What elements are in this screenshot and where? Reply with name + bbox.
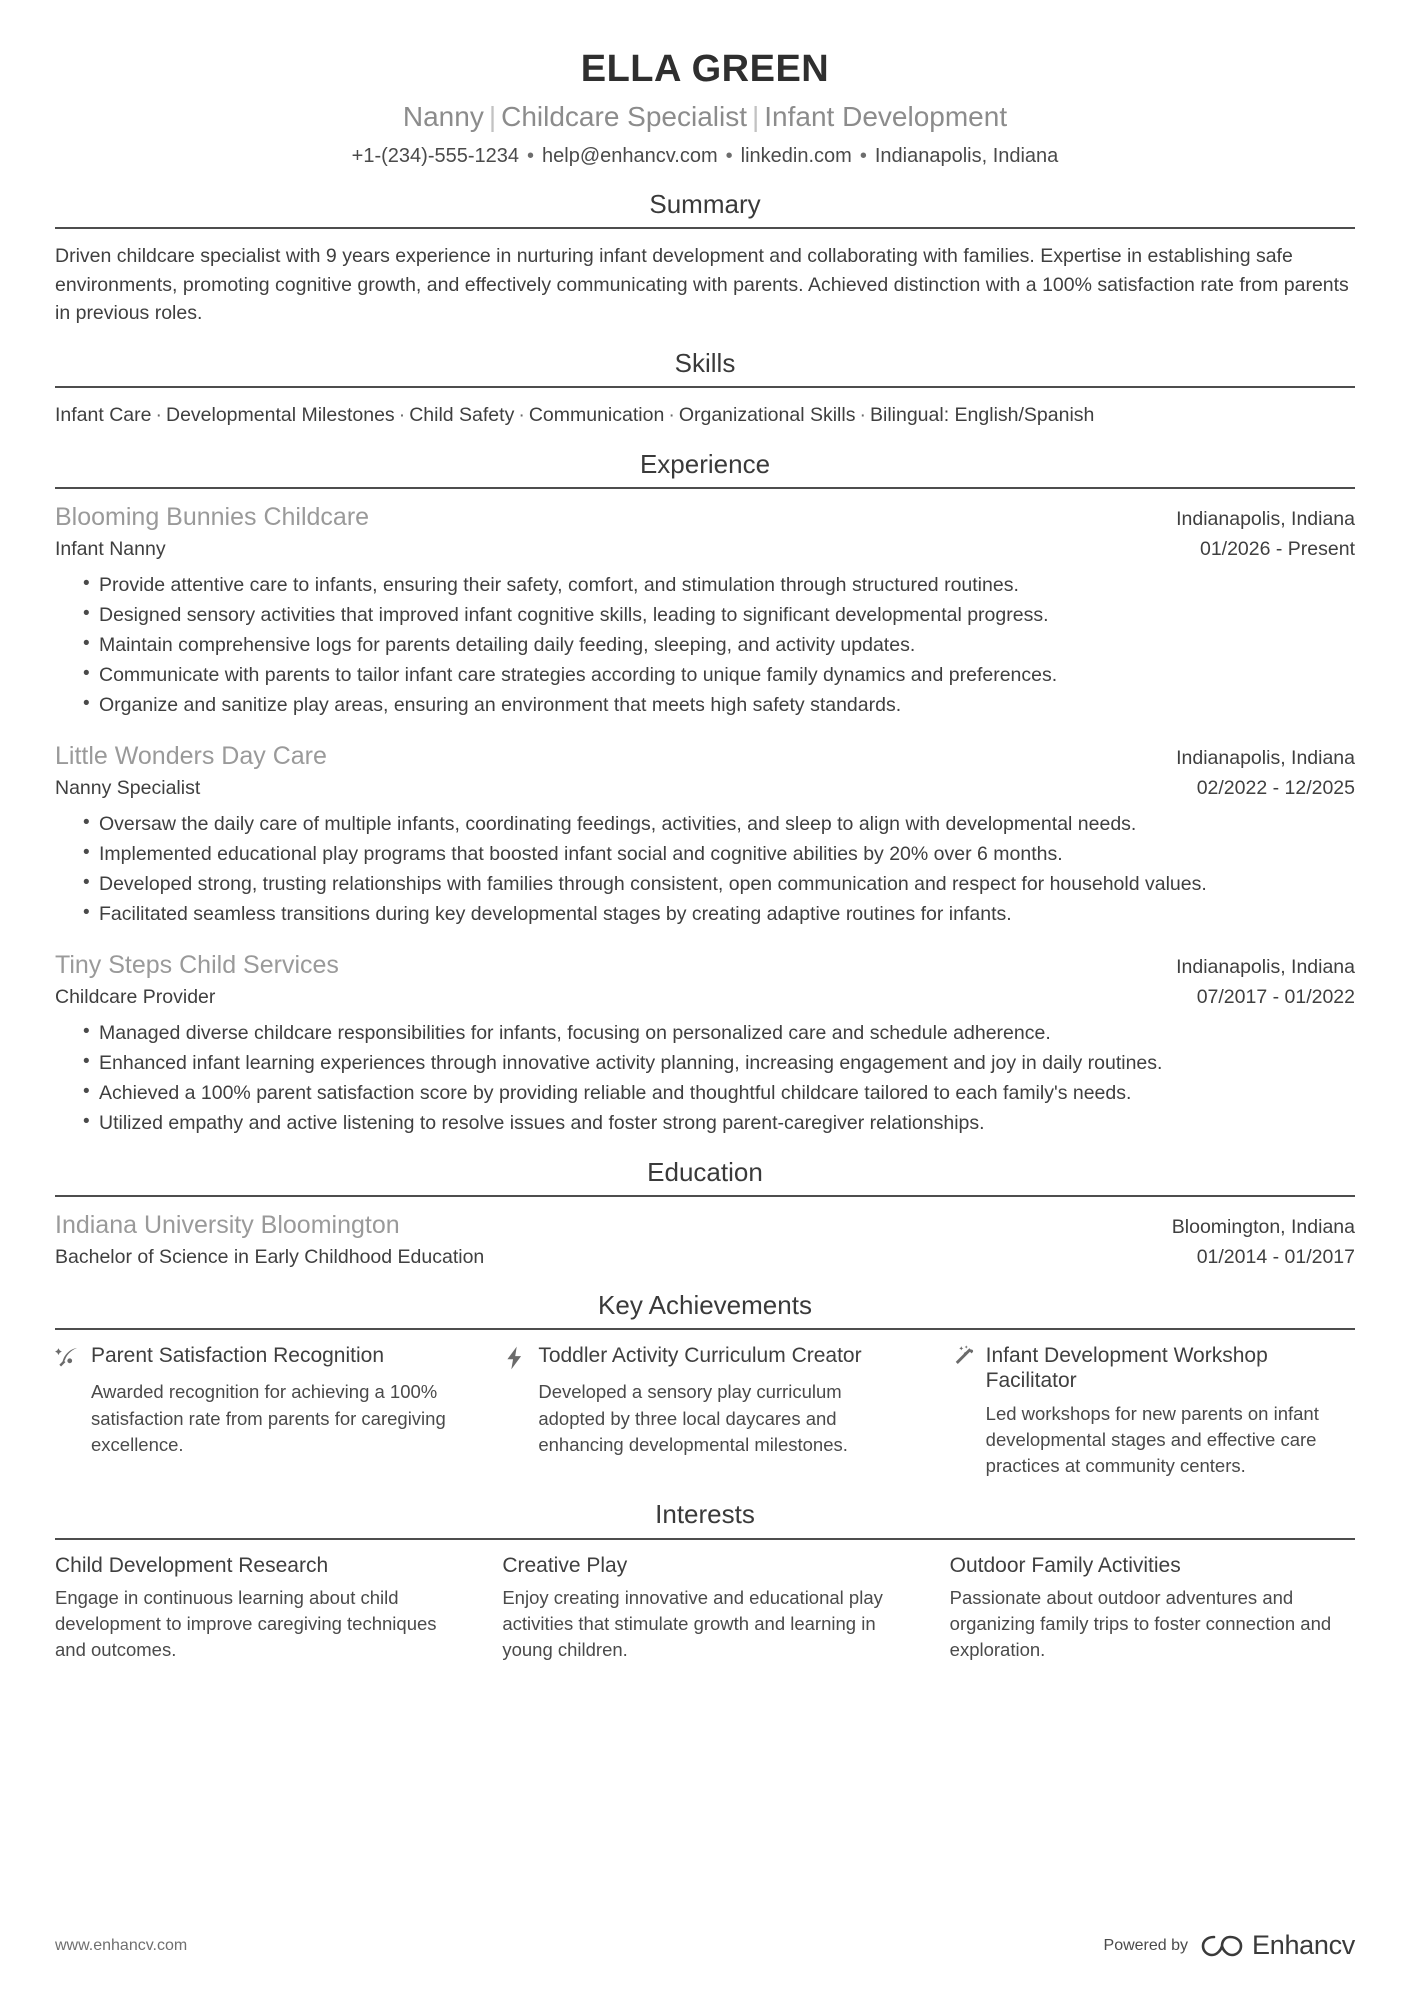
candidate-name: ELLA GREEN xyxy=(580,48,830,90)
skill-item: Organizational Skills xyxy=(678,404,856,427)
education-entry-sub xyxy=(55,1244,1355,1270)
experience-entry xyxy=(55,741,1355,928)
skill-separator: · xyxy=(859,404,866,427)
interest-item xyxy=(502,1553,907,1664)
bullet-item: • Provide attentive care to infants, ensuring their safety, comfort, and stimulation through structured routines. xyxy=(83,571,1355,599)
achievement-description: Led workshops for new parents on infant developmental stages and effective care practices at community centers. xyxy=(985,1402,1319,1477)
bullet-item: • Achieved a 100% parent satisfaction score by providing reliable and thoughtful childcare tailored to each family's needs. xyxy=(83,1079,1355,1107)
bullet-item: • Utilized empathy and active listening to resolve issues and foster strong parent-caregiver relationships. xyxy=(83,1109,1355,1137)
experience-bullet-list xyxy=(55,1019,1355,1137)
contact-linkedin[interactable]: linkedin.com xyxy=(740,144,852,167)
enhancv-logo-icon xyxy=(1201,1933,1243,1959)
experience-role: Nanny Specialist xyxy=(55,776,201,799)
experience-entry-sub xyxy=(55,775,1355,801)
achievement-item xyxy=(950,1343,1355,1479)
skill-separator: · xyxy=(155,404,162,427)
experience-organization: Blooming Bunnies Childcare xyxy=(55,503,370,532)
achievement-head xyxy=(950,1343,1355,1393)
achievement-title: Parent Satisfaction Recognition xyxy=(91,1344,385,1368)
section-title-skills: Skills xyxy=(674,347,736,378)
interest-title: Creative Play xyxy=(502,1553,628,1577)
bullet-item: • Implemented educational play programs that boosted infant social and cognitive abilities by 20% over 6 months. xyxy=(83,840,1355,868)
section-experience xyxy=(55,449,1355,1137)
magic-wand-icon xyxy=(950,1345,976,1372)
enhancv-wordmark: Enhancv xyxy=(1252,1930,1355,1960)
interest-description: Passionate about outdoor adventures and organizing family trips to foster connection and exploration. xyxy=(949,1586,1332,1661)
experience-role: Childcare Provider xyxy=(55,985,216,1008)
experience-entry xyxy=(55,502,1355,719)
achievement-head xyxy=(55,1343,460,1372)
bullet-item: • Oversaw the daily care of multiple infants, coordinating feedings, activities, and sleep to align with developmental needs. xyxy=(83,810,1355,838)
achievement-title: Infant Development Workshop Facilitator xyxy=(985,1344,1268,1393)
interest-description: Engage in continuous learning about child development to improve caregiving techniques and outcomes. xyxy=(55,1586,437,1661)
experience-dates: 01/2026 - Present xyxy=(1199,537,1355,560)
skill-separator: · xyxy=(398,404,406,427)
education-organization: Indiana University Bloomington xyxy=(55,1211,400,1240)
experience-dates: 07/2017 - 01/2022 xyxy=(1196,985,1355,1008)
section-title-summary: Summary xyxy=(649,188,761,219)
skill-item: Bilingual: English/Spanish xyxy=(869,404,1095,427)
experience-entry-sub xyxy=(55,536,1355,562)
enhancv-logo xyxy=(1201,1930,1355,1961)
powered-by-label: Powered by xyxy=(1103,1936,1189,1954)
experience-location: Indianapolis, Indiana xyxy=(1176,508,1355,531)
lightning-bolt-icon xyxy=(502,1345,528,1372)
skill-item: Developmental Milestones xyxy=(165,404,395,427)
bullet-item: • Organize and sanitize play areas, ensuring an environment that meets high safety standards. xyxy=(83,691,1355,719)
headline-part-2: Childcare Specialist xyxy=(501,100,747,132)
education-body xyxy=(55,1197,1355,1270)
experience-location: Indianapolis, Indiana xyxy=(1176,747,1355,770)
experience-entry-sub xyxy=(55,984,1355,1010)
experience-entry-head xyxy=(55,741,1355,772)
headline-divider-2: | xyxy=(752,100,760,132)
bullet-item: • Developed strong, trusting relationships with families through consistent, open communication and respect for household values. xyxy=(83,870,1355,898)
achievement-description: Developed a sensory play curriculum adopted by three local daycares and enhancing developmental milestones. xyxy=(538,1381,848,1455)
summary-body xyxy=(55,229,1355,328)
achievement-item xyxy=(502,1343,907,1458)
interest-title: Outdoor Family Activities xyxy=(949,1553,1181,1577)
bullet-item: • Maintain comprehensive logs for parents detailing daily feeding, sleeping, and activity updates. xyxy=(83,631,1355,659)
education-dates: 01/2014 - 01/2017 xyxy=(1196,1245,1355,1268)
experience-bullet-list xyxy=(55,571,1355,719)
skill-separator: · xyxy=(518,404,525,427)
skill-item: Infant Care xyxy=(55,404,152,427)
experience-role: Infant Nanny xyxy=(55,537,166,560)
bullet-item: • Facilitated seamless transitions during key developmental stages by creating adaptive routines for infants. xyxy=(83,900,1355,928)
shooting-star-icon xyxy=(55,1345,81,1372)
contact-phone: +1-(234)-555-1234 xyxy=(351,144,520,167)
candidate-headline xyxy=(55,99,1355,134)
experience-entry-head xyxy=(55,950,1355,981)
section-key-achievements xyxy=(55,1290,1355,1479)
skill-item: Child Safety xyxy=(409,404,515,427)
experience-dates: 02/2022 - 12/2025 xyxy=(1196,776,1355,799)
experience-organization: Tiny Steps Child Services xyxy=(55,951,339,980)
interest-title: Child Development Research xyxy=(55,1553,329,1577)
achievements-grid xyxy=(55,1343,1355,1479)
bullet-item: • Enhanced infant learning experiences through innovative activity planning, increasing engagement and joy in daily routines. xyxy=(83,1049,1355,1077)
skills-list xyxy=(55,401,1355,429)
section-summary xyxy=(55,189,1355,328)
interest-item xyxy=(950,1553,1355,1664)
experience-organization: Little Wonders Day Care xyxy=(55,742,327,771)
achievement-title: Toddler Activity Curriculum Creator xyxy=(538,1344,862,1368)
section-interests xyxy=(55,1499,1355,1663)
section-title-experience: Experience xyxy=(639,449,771,480)
contact-location: Indianapolis, Indiana xyxy=(874,144,1059,167)
experience-entry-head xyxy=(55,502,1355,533)
experience-entry xyxy=(55,950,1355,1137)
skill-item: Communication xyxy=(528,404,665,427)
education-location: Bloomington, Indiana xyxy=(1171,1216,1355,1239)
resume-header xyxy=(55,40,1355,169)
contact-line xyxy=(55,143,1355,169)
bullet-item: • Designed sensory activities that improved infant cognitive skills, leading to significant developmental progress. xyxy=(83,601,1355,629)
education-entry xyxy=(55,1210,1355,1270)
achievement-description: Awarded recognition for achieving a 100% satisfaction rate from parents for caregiving excellence. xyxy=(91,1381,446,1455)
section-title-key-achievements: Key Achievements xyxy=(598,1290,812,1321)
interests-grid xyxy=(55,1553,1355,1664)
achievement-head xyxy=(502,1343,907,1372)
footer-branding xyxy=(1104,1930,1355,1961)
bullet-item: • Communicate with parents to tailor infant care strategies according to unique family dynamics and preferences. xyxy=(83,661,1355,689)
interest-description: Enjoy creating innovative and educational play activities that stimulate growth and learning in young children. xyxy=(502,1586,883,1661)
skills-body xyxy=(55,388,1355,429)
education-degree: Bachelor of Science in Early Childhood Education xyxy=(55,1245,485,1268)
contact-separator-3: • xyxy=(859,144,867,167)
resume-footer xyxy=(55,1930,1355,1961)
headline-part-1: Nanny xyxy=(402,100,484,132)
headline-part-3: Infant Development xyxy=(764,100,1008,132)
achievement-item xyxy=(55,1343,460,1458)
section-education xyxy=(55,1157,1355,1270)
summary-text: Driven childcare specialist with 9 years experience in nurturing infant development and collaborating with families. Expertise in establishing safe environments, promoting cognitive growth, and effectively communicating with parents. Achieved distinction with a 100% satisfaction rate from parents in previous roles. xyxy=(55,244,1349,325)
section-title-education: Education xyxy=(647,1157,763,1188)
contact-separator-1: • xyxy=(527,144,535,167)
experience-bullet-list xyxy=(55,810,1355,928)
section-title-interests: Interests xyxy=(655,1499,755,1530)
section-skills xyxy=(55,348,1355,429)
contact-separator-2: • xyxy=(725,144,733,167)
footer-website-url[interactable]: www.enhancv.com xyxy=(55,1936,188,1954)
experience-location: Indianapolis, Indiana xyxy=(1176,956,1355,979)
headline-divider-1: | xyxy=(488,100,497,132)
experience-body xyxy=(55,489,1355,1137)
education-entry-head xyxy=(55,1210,1355,1241)
contact-email[interactable]: help@enhancv.com xyxy=(542,144,718,167)
bullet-item: • Managed diverse childcare responsibilities for infants, focusing on personalized care and schedule adherence. xyxy=(83,1019,1355,1047)
interest-item xyxy=(55,1553,460,1664)
skill-separator: · xyxy=(668,404,675,427)
